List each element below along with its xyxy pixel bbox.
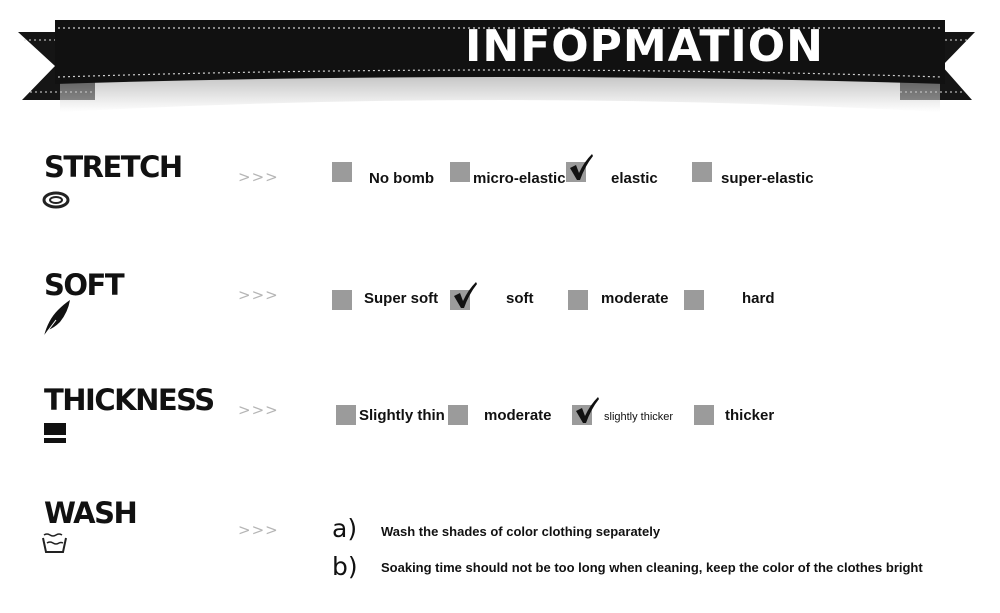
arrows-indicator: >>> [238,521,279,539]
section-thickness [0,383,1000,473]
checkbox[interactable] [694,405,714,425]
fabric-layer-icon [42,421,74,449]
elastic-band-icon [42,186,74,214]
instruction-letter: a) [332,514,358,543]
section-wash [0,496,1000,613]
banner-title: INFOPMATION [465,21,824,72]
checkmark-icon [574,395,600,425]
instruction-text: Soaking time should not be too long when cleaning, keep the color of the clothes bright [381,560,923,575]
checkbox[interactable] [450,162,470,182]
section-stretch [0,150,1000,240]
option-label: slightly thicker [604,411,674,423]
instruction-letter: b) [332,552,358,581]
option-label: moderate [601,290,669,307]
arrows-indicator: >>> [238,168,279,186]
option-label: micro-elastic [473,170,566,187]
checkbox[interactable] [568,290,588,310]
option-label: No bomb [369,170,434,187]
option-label: Super soft [364,290,439,307]
option-label: elastic [611,170,658,187]
section-title: THICKNESS [44,383,214,417]
checkmark-icon [568,152,594,182]
checkbox[interactable] [684,290,704,310]
section-title: STRETCH [44,150,182,184]
checkbox[interactable] [332,162,352,182]
feather-icon [42,298,74,338]
section-soft [0,268,1000,358]
checkmark-icon [452,280,478,310]
option-label: moderate [484,407,552,424]
arrows-indicator: >>> [238,286,279,304]
section-title: WASH [44,496,137,530]
checkbox[interactable] [332,290,352,310]
option-label: super-elastic [721,170,814,187]
header-banner [0,0,1000,120]
checkbox[interactable] [448,405,468,425]
option-label: soft [506,290,534,307]
option-label: hard [742,290,775,307]
option-label: thicker [725,407,775,424]
instruction-text: Wash the shades of color clothing separately [381,524,661,539]
wash-basin-icon [42,532,74,560]
checkbox[interactable] [692,162,712,182]
section-title: SOFT [44,268,124,302]
arrows-indicator: >>> [238,401,279,419]
checkbox[interactable] [336,405,356,425]
option-label: Slightly thin [359,407,445,424]
